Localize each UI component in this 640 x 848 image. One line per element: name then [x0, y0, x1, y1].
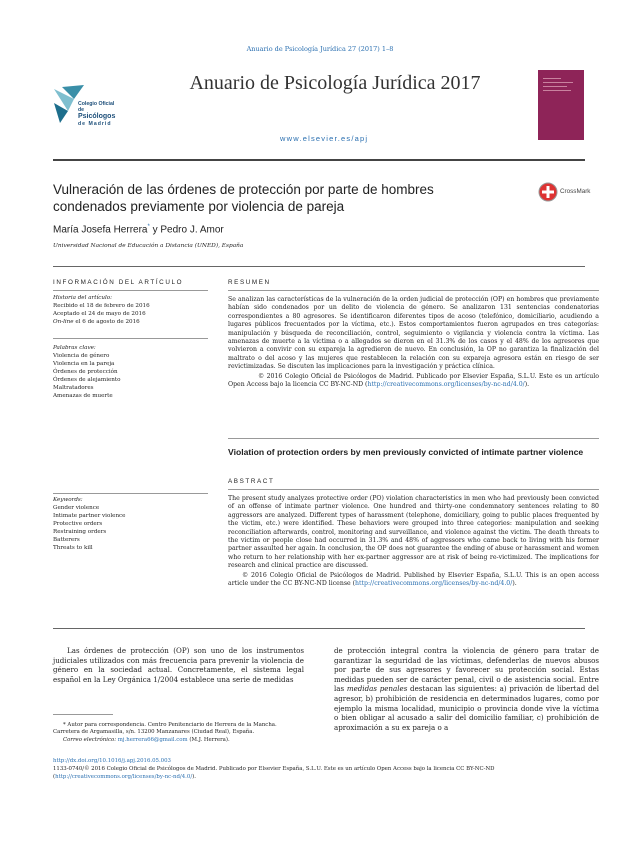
keyword: Threats to kill: [53, 545, 93, 551]
logo-line-3: Psicólogos: [78, 113, 116, 120]
history-label: Historia del artículo:: [53, 295, 113, 301]
abstract-body: [228, 495, 599, 588]
article-info-heading: INFORMACIÓN DEL ARTÍCULO: [53, 279, 184, 286]
article-info-divider: [53, 290, 208, 291]
keyword: Gender violence: [53, 505, 100, 511]
email-link[interactable]: mj.herrera66@gmail.com: [117, 736, 188, 743]
author-2[interactable]: Pedro J. Amor: [160, 224, 224, 236]
footer-license-end: ).: [192, 773, 196, 780]
keywords-es: [53, 344, 213, 400]
body-paragraph: [334, 646, 599, 732]
footnote-divider: [53, 714, 113, 715]
keyword: Maltratadores: [53, 385, 94, 391]
logo-line-2: de: [78, 107, 85, 113]
keyword: Violencia en la pareja: [53, 361, 115, 367]
author-separator: y: [149, 224, 161, 236]
abstract-divider: [228, 489, 599, 490]
resumen-body: [228, 296, 599, 389]
article-title: Vulneración de las órdenes de protección por parte de hombres condenados previamente por violencia de pareja: [53, 182, 434, 214]
resumen-end-divider: [228, 438, 599, 439]
header-divider: [53, 159, 585, 161]
online-date: el 6 de agosto de 2016: [73, 319, 140, 325]
keywords-en-divider: [53, 493, 208, 494]
abstract-copyright: [228, 572, 599, 589]
email-label: Correo electrónico:: [63, 736, 117, 743]
crossmark-label: CrossMark: [560, 188, 591, 195]
keyword: Intimate partner violence: [53, 513, 126, 519]
keyword: Protective orders: [53, 521, 103, 527]
resumen-copyright-end: ).: [524, 381, 530, 389]
body-text-b: destacan las siguientes: a) privación de libertad del agresor, b) prohibición de residencia en determinados lugares, como por ejemplo la misma localidad, municipio o provincia donde vive la víctima o bien obligar al acusado a salir del domicilio familiar, c) prohibición de aproximación a su ex pareja o a: [334, 684, 599, 732]
journal-url[interactable]: www.elsevier.es/apj: [280, 134, 369, 143]
author-1[interactable]: María Josefa Herrera: [53, 224, 148, 236]
body-divider: [53, 628, 585, 629]
cover-line: [543, 90, 571, 91]
abstract-text: The present study analyzes protective order (PO) violation characteristics in men who had previously been convicted of an offense of intimate partner violence. One hundred and thirty-one condemnatory sentences relating to 80 aggressors are analyzed. Different types of harassment (telephone, domiciliary, going to public places frequented by the victim, etc.) were identified. These behaviors were grouped into three categories: manipulation and seeking reconciliation afterwards, control, monitoring and surveillance, and violence against the victim. The death threats to the victim or people close had occurred in 31.3% and 48% of aggressors who came back to living with his former partner assaulted her again. In conclusion, the OP does not guarantee the ending of abuse or harassment and women who return to her relationship with her ex-partner aggressor are at risk of being re-victimized. The implications for research and clinical practice are discussed.: [228, 495, 599, 570]
body-paragraph: Las órdenes de protección (OP) son uno de los instrumentos judiciales utilizados con más frecuencia para prevenir la violencia de género en la sociedad actual. Concretamente, el sistema legal español en la Ley Orgánica 1/2004 establece una serie de medidas: [53, 646, 304, 684]
footnote-corresponding: [53, 722, 305, 737]
english-title: Violation of protection orders by men previously convicted of intimate partner violence: [228, 447, 584, 457]
footnote-text: Autor para correspondencia. Centro Penitenciario de Herrera de la Mancha. Carretera de Argamasilla, s/n. 13200 Manzanares (Ciudad Real), España.: [53, 722, 277, 736]
logo-line-4: de Madrid: [78, 121, 112, 127]
footer-license-link[interactable]: http://creativecommons.org/licenses/by-nc-nd/4.0/: [55, 773, 193, 780]
keywords-es-label: Palabras clave:: [53, 345, 96, 351]
article-history: [53, 294, 213, 326]
body-text-a: de protección integral contra la violencia de género para tratar de garantizar la seguridad de las víctimas, defenderlas de nuevos abusos por parte de sus agresores y favorecer su protección social. Estas medidas pueden ser de carácter penal, civil o de asistencia social. Entre las: [334, 646, 599, 694]
publisher-logo-text: [78, 101, 115, 127]
keywords-en: [53, 496, 213, 552]
history-item: Recibido el 18 de febrero de 2016: [53, 303, 150, 309]
body-column-1: [53, 646, 304, 684]
keyword: Batterers: [53, 537, 80, 543]
authors: [53, 224, 224, 235]
keywords-divider: [53, 338, 208, 339]
journal-title: Anuario de Psicología Jurídica 2017: [189, 72, 481, 94]
keywords-en-label: Keywords:: [53, 497, 83, 503]
running-header[interactable]: Anuario de Psicología Jurídica 27 (2017) 1–8: [246, 45, 394, 53]
resumen-text: Se analizan las características de la vulneración de la orden judicial de protección (OP) en hombres que previamente habían sido condenados por un delito de violencia de género. Se analizaron 131 sentencias condenatorias correspondientes a 80 agresores. Se identificaron diferentes tipos de acoso (telefónico, domiciliario, acudiendo a lugares públicos frecuentados por la víctima, etc.). Estos comportamientos fueron agrupados en tres categorías: manipulación y búsqueda de reconciliación, control, seguimiento o vigilancia y violencia contra la víctima. Las amenazas de muerte a la víctima o a allegados se dieron en el 31.3% de los casos y el 48% de los agresores que volvieron a convivir con su expareja la agredieron de nuevo. En conclusión, la OP no garantiza la finalización del maltrato o del acoso y las mujeres que restablecen la relación con su expareja agresora están en riesgo de ser revictimizadas. Se discuten las implicaciones para la investigación y práctica clínica.: [228, 296, 599, 371]
resumen-copyright-text: © 2016 Colegio Oficial de Psicólogos de Madrid. Publicado por Elsevier España, S.L.U. Este es un artículo Open Access bajo la licencia CC BY-NC-ND (: [228, 372, 599, 389]
affiliation: Universidad Nacional de Educación a Distancia (UNED), España: [53, 243, 244, 249]
footnote-email: [53, 737, 305, 744]
body-column-2: [334, 646, 599, 732]
footer-license-text: 1133-0740/© 2016 Colegio Oficial de Psicólogos de Madrid. Publicado por Elsevier España, S.L.U. Este es un artículo Open Access bajo la licencia CC BY-NC-ND (: [53, 766, 495, 780]
resumen-heading: RESUMEN: [228, 279, 271, 286]
history-item-online: [53, 318, 213, 326]
online-label: On-line: [53, 319, 74, 325]
abstract-copyright-end: ).: [512, 580, 517, 588]
resumen-copyright: [228, 373, 599, 390]
resumen-license-link[interactable]: http://creativecommons.org/licenses/by-nc-nd/4.0/: [367, 381, 525, 389]
cover-line: [543, 78, 561, 79]
resumen-divider: [228, 290, 599, 291]
footnote: [53, 722, 305, 744]
section-divider: [53, 266, 585, 267]
crossmark-badge[interactable]: [538, 181, 591, 203]
doi-link[interactable]: http://dx.doi.org/10.1016/j.apj.2016.05.003: [53, 758, 171, 764]
cover-line: [543, 86, 567, 87]
corresponding-author-marker[interactable]: *: [147, 224, 150, 230]
logo-line-1: Colegio Oficial: [78, 101, 115, 107]
abstract-copyright-text: © 2016 Colegio Oficial de Psicólogos de Madrid. Published by Elsevier España, S.L.U. This is an open access article under the CC BY-NC-ND license (: [228, 571, 599, 588]
footnote-marker: *: [63, 722, 66, 728]
footer-license: [53, 766, 599, 781]
journal-cover-thumbnail: [538, 70, 584, 140]
keyword: Amenazas de muerte: [53, 393, 113, 399]
abstract-heading: ABSTRACT: [228, 478, 275, 485]
history-item: Aceptado el 24 de mayo de 2016: [53, 311, 146, 317]
email-suffix: (M.J. Herrera).: [187, 736, 230, 743]
footer: [53, 758, 599, 781]
cover-line: [543, 82, 573, 83]
keyword: Órdenes de alejamiento: [53, 377, 121, 383]
keyword: Restraining orders: [53, 529, 107, 535]
abstract-license-link[interactable]: http://creativecommons.org/licenses/by-nc-nd/4.0/: [355, 580, 513, 588]
body-emphasis: medidas penales: [346, 684, 408, 694]
keyword: Órdenes de protección: [53, 369, 118, 375]
keyword: Violencia de género: [53, 353, 110, 359]
crossmark-icon: [538, 182, 558, 202]
